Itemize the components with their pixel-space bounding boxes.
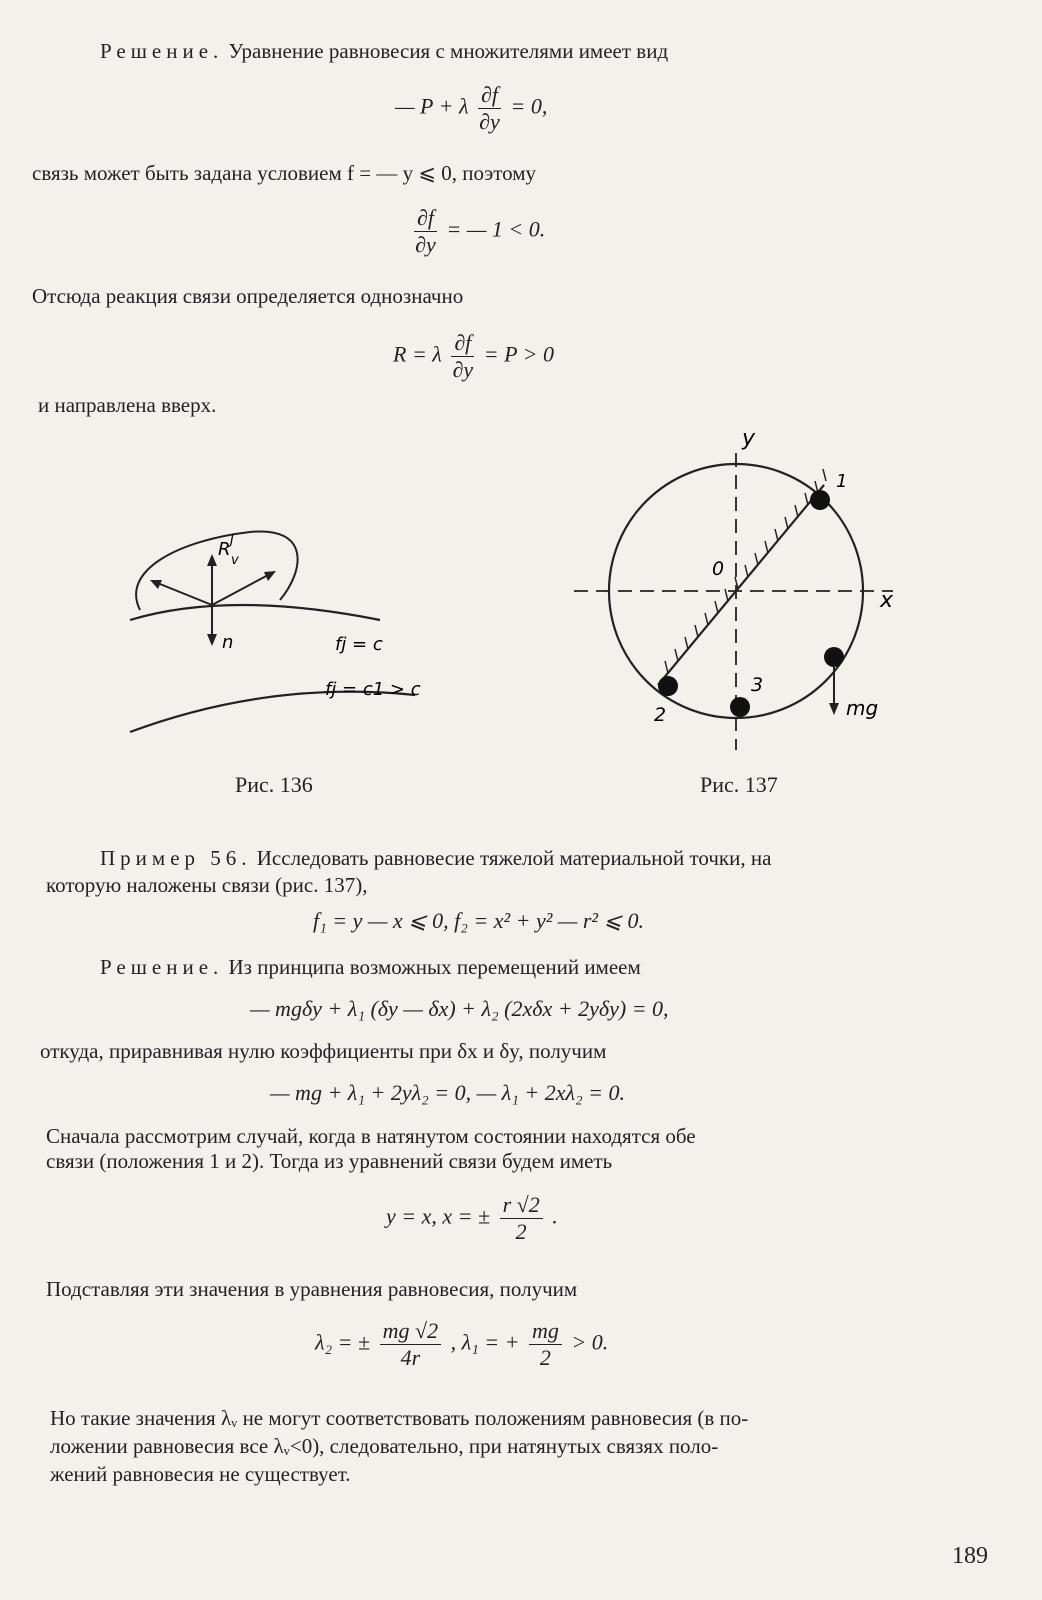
position-3-point (730, 697, 750, 717)
equation-6: — mg + λ₁ + 2yλ₂ = 0, — λ₁ + 2xλ₂ = 0. (270, 1080, 625, 1105)
line-hatching (665, 469, 826, 673)
label-2: 2 (654, 704, 667, 726)
label-origin: 0 (712, 558, 725, 580)
label-n: n (222, 632, 234, 653)
label-f2: fj = c1 > c (325, 679, 421, 700)
equation-4: f₁ = y — x ⩽ 0, f₂ = x² + y² — r² ⩽ 0. (313, 908, 644, 933)
region-outline (136, 531, 297, 610)
solution-paragraph-1: Решение. Уравнение равновесия с множителями имеет вид (100, 39, 669, 63)
label-mg: mg (846, 696, 879, 720)
label-3: 3 (751, 674, 764, 696)
position-1-point (810, 490, 830, 510)
conclusion-line-1: Но такие значения λᵥ не могут соответствовать положениям равновесия (в по- (50, 1406, 749, 1430)
position-2-point (658, 676, 678, 696)
case-paragraph-line-2: связи (положения 1 и 2). Тогда из уравнений связи будем иметь (46, 1149, 613, 1173)
conclusion-line-3: жений равновесия не существует. (50, 1462, 351, 1486)
equation-3: R = λ $\frac{\partial f}{\partial y}$ = P > 0 (393, 330, 555, 382)
figure-136 (110, 510, 430, 745)
coefficients-paragraph: откуда, приравнивая нулю коэффициенты при δx и δy, получим (40, 1039, 607, 1063)
left-arrow (155, 582, 212, 605)
case-paragraph-line-1: Сначала рассмотрим случай, когда в натянутом состоянии находятся обе (46, 1124, 696, 1148)
label-y: y (742, 426, 756, 451)
solution-paragraph-2: Решение. Из принципа возможных перемещений имеем (100, 955, 641, 979)
label-r: R (218, 539, 231, 560)
substitution-paragraph: Подставляя эти значения в уравнения равновесия, получим (46, 1277, 578, 1301)
figure-137-caption: Рис. 137 (700, 772, 778, 797)
figure-137 (568, 425, 908, 755)
equation-1: — P + λ $\frac{\partial f}{\partial y}$ = 0, (395, 82, 548, 134)
equation-2: $\frac{\partial f}{\partial y}$ = — 1 < 0. (415, 205, 546, 257)
page-number: 189 (952, 1543, 988, 1569)
constraint-paragraph: связь может быть задана условием f = — y ⩽ 0, поэтому (32, 161, 537, 185)
direction-paragraph: и направлена вверх. (38, 393, 217, 417)
label-r-sup: J (230, 533, 234, 548)
surface-fj-c (130, 605, 380, 620)
equation-5: — mgδy + λ₁ (δy — δx) + λ₂ (2xδx + 2yδy) = 0, (250, 996, 669, 1021)
figure-136-caption: Рис. 136 (235, 772, 313, 797)
mass-point (824, 647, 844, 667)
example-56-line-2: которую наложены связи (рис. 137), (46, 873, 368, 897)
constraint-line (658, 485, 824, 685)
equation-7: y = x, x = ± $\frac{r √2}{2}$ . (386, 1192, 558, 1244)
example-56-line-1: Пример 56. Исследовать равновесие тяжелой материальной точки, на (100, 846, 772, 870)
label-r-sub: v (231, 553, 239, 568)
reaction-paragraph: Отсюда реакция связи определяется однозначно (32, 284, 464, 308)
label-f1: fj = c (335, 634, 383, 655)
right-arrow (212, 574, 270, 605)
conclusion-line-2: ложении равновесия все λᵥ<0), следовательно, при натянутых связях поло- (50, 1434, 719, 1458)
label-1: 1 (836, 471, 848, 492)
equation-8: λ₂ = ± $\frac{mg √2}{4r}$ , λ₁ = + $\frac{mg}{2}$ > 0. (315, 1318, 609, 1370)
label-x: x (880, 588, 894, 613)
